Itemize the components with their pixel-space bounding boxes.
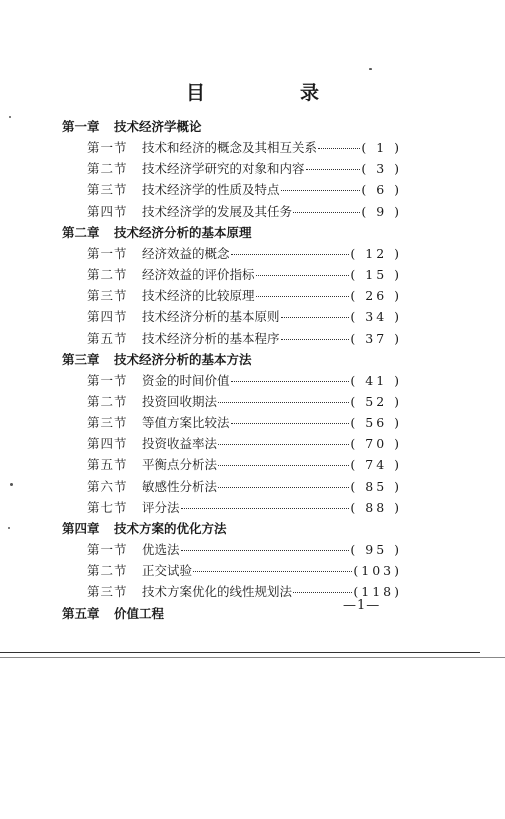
- section-number: 第二节: [87, 161, 128, 177]
- toc-entry: [62, 179, 402, 200]
- section-page-number: ( 95 ): [350, 542, 402, 557]
- section-title: 技术经济学的发展及其任务: [142, 203, 293, 219]
- section-title: 技术经济学的性质及特点: [142, 182, 280, 198]
- dot-leader: [193, 571, 352, 572]
- dot-leader: [281, 317, 350, 318]
- section-page-number: ( 70 ): [350, 436, 402, 452]
- section-title: 技术方案优化的线性规划法: [142, 584, 293, 600]
- section-number: 第一节: [87, 542, 128, 557]
- section-page-number: ( 52 ): [350, 393, 402, 409]
- section-title: 平衡点分析法: [142, 457, 218, 473]
- section-title: 投资回收期法: [142, 393, 218, 409]
- table-of-contents: [62, 116, 402, 624]
- toc-entry: [62, 158, 402, 179]
- chapter-heading: [62, 349, 402, 370]
- section-title: 技术经济的比较原理: [142, 288, 255, 304]
- section-page-number: ( 88 ): [350, 499, 402, 515]
- section-page-number: ( 34 ): [350, 309, 402, 325]
- section-title: 资金的时间价值: [142, 372, 230, 388]
- section-page-number: ( 41 ): [350, 372, 402, 388]
- section-title: 经济效益的评价指标: [142, 266, 255, 282]
- section-number: 第二节: [87, 563, 128, 579]
- dot-leader: [218, 465, 349, 466]
- dot-leader: [218, 487, 349, 488]
- section-number: 第五节: [87, 457, 128, 473]
- dot-leader: [231, 254, 350, 255]
- scan-speck: [9, 116, 11, 118]
- toc-entry: [62, 328, 402, 349]
- section-title: 正交试验: [142, 563, 193, 579]
- section-title: 投资收益率法: [142, 436, 218, 452]
- chapter-title: 技术方案的优化方法: [114, 521, 227, 536]
- toc-entry: [62, 137, 402, 158]
- section-number: 第四节: [87, 203, 128, 219]
- section-number: 第三节: [87, 415, 128, 431]
- dot-leader: [256, 275, 350, 276]
- page-number: —1—: [343, 598, 381, 613]
- toc-entry: [62, 497, 402, 518]
- section-number: 第五节: [87, 330, 128, 346]
- section-number: 第二节: [87, 266, 128, 282]
- chapter-heading: [62, 116, 402, 137]
- section-page-number: (118): [353, 584, 402, 600]
- section-page-number: ( 56 ): [350, 415, 402, 431]
- section-page-number: ( 37 ): [350, 330, 402, 346]
- toc-entry: [62, 539, 402, 560]
- toc-entry: [62, 412, 402, 433]
- section-title: 技术经济分析的基本程序: [142, 330, 280, 346]
- dot-leader: [181, 508, 350, 509]
- dot-leader: [218, 402, 349, 403]
- toc-entry: [62, 454, 402, 475]
- section-title: 技术和经济的概念及其相互关系: [142, 140, 318, 155]
- section-number: 第二节: [87, 393, 128, 409]
- toc-entry: [62, 264, 402, 285]
- chapter-title: 技术经济分析的基本方法: [114, 351, 252, 367]
- dot-leader: [231, 381, 350, 382]
- toc-entry: [62, 476, 402, 497]
- chapter-number: 第一章: [62, 119, 100, 134]
- toc-entry: [62, 391, 402, 412]
- section-title: 经济效益的概念: [142, 245, 230, 261]
- chapter-title: 技术经济学概论: [114, 119, 202, 134]
- dot-leader: [218, 444, 349, 445]
- dot-leader: [281, 339, 350, 340]
- section-page-number: ( 9 ): [361, 203, 402, 219]
- section-page-number: ( 74 ): [350, 457, 402, 473]
- bottom-rule-secondary: [0, 657, 505, 658]
- section-page-number: ( 3 ): [361, 161, 402, 177]
- chapter-number: 第五章: [62, 605, 100, 621]
- section-page-number: ( 85 ): [350, 478, 402, 494]
- toc-entry: [62, 243, 402, 264]
- dot-leader: [256, 296, 350, 297]
- section-page-number: ( 15 ): [350, 266, 402, 282]
- section-number: 第四节: [87, 436, 128, 452]
- section-title: 评分法: [142, 499, 180, 515]
- section-number: 第七节: [87, 499, 128, 515]
- section-number: 第六节: [87, 478, 128, 494]
- dot-leader: [181, 550, 350, 551]
- section-page-number: (103): [353, 563, 402, 579]
- section-number: 第四节: [87, 309, 128, 325]
- toc-entry: [62, 201, 402, 222]
- dot-leader: [293, 212, 360, 213]
- toc-entry: [62, 560, 402, 581]
- scan-speck: [10, 483, 13, 486]
- section-number: 第一节: [87, 245, 128, 261]
- scan-speck: [8, 527, 10, 529]
- scan-speck: [369, 68, 372, 70]
- dot-leader: [293, 592, 352, 593]
- section-page-number: ( 1 ): [361, 140, 402, 155]
- page-title: 目 录: [185, 82, 357, 104]
- dot-leader: [231, 423, 350, 424]
- section-title: 技术经济学研究的对象和内容: [142, 161, 305, 177]
- chapter-heading: [62, 222, 402, 243]
- dot-leader: [306, 169, 361, 170]
- dot-leader: [281, 190, 361, 191]
- section-page-number: ( 26 ): [350, 288, 402, 304]
- section-number: 第一节: [87, 372, 128, 388]
- section-title: 优选法: [142, 542, 180, 557]
- section-page-number: ( 6 ): [361, 182, 402, 198]
- bottom-rule: [0, 652, 480, 653]
- toc-entry: [62, 433, 402, 454]
- chapter-title: 价值工程: [114, 605, 165, 621]
- toc-entry: [62, 285, 402, 306]
- dot-leader: [318, 148, 360, 149]
- section-title: 等值方案比较法: [142, 415, 230, 431]
- chapter-number: 第三章: [62, 351, 100, 367]
- toc-entry: [62, 370, 402, 391]
- chapter-title: 技术经济分析的基本原理: [114, 224, 252, 240]
- section-number: 第三节: [87, 182, 128, 198]
- toc-entry: [62, 306, 402, 327]
- section-number: 第三节: [87, 288, 128, 304]
- chapter-number: 第二章: [62, 224, 100, 240]
- chapter-number: 第四章: [62, 521, 100, 536]
- chapter-heading: [62, 518, 402, 539]
- section-title: 技术经济分析的基本原则: [142, 309, 280, 325]
- section-number: 第一节: [87, 140, 128, 155]
- section-page-number: ( 12 ): [350, 245, 402, 261]
- section-title: 敏感性分析法: [142, 478, 218, 494]
- section-number: 第三节: [87, 584, 128, 600]
